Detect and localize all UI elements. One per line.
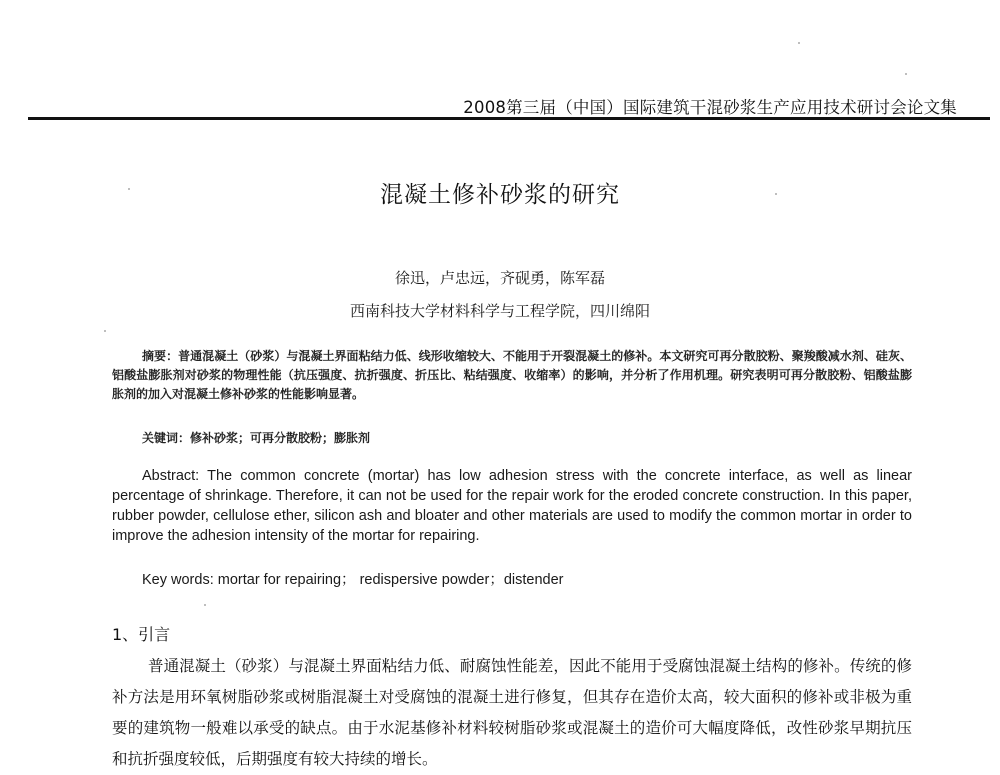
abstract-english: Abstract: The common concrete (mortar) has low adhesion stress with the concrete interface, as well as linear percentage of shrinkage. Therefore, it can not be used for the repair work for the eroded concrete construction. In this paper, rubber powder, cellulose ether, silicon ash and bloater and other materials are used to modify the common mortar in order to improve the adhesion intensity of the mortar for repairing. <box>112 468 912 544</box>
proceedings-header: 2008第三届（中国）国际建筑干混砂浆生产应用技术研讨会论文集 <box>463 98 957 117</box>
keywords-chinese: 关键词：修补砂浆；可再分散胶粉；膨胀剂 <box>142 431 371 445</box>
section-heading-introduction: 1、引言 <box>112 625 171 644</box>
scan-speck <box>775 193 777 195</box>
scan-speck <box>128 188 130 190</box>
paper-authors: 徐迅，卢忠远，齐砚勇，陈军磊 <box>394 269 605 287</box>
introduction-paragraph: 普通混凝土（砂浆）与混凝土界面粘结力低、耐腐蚀性能差，因此不能用于受腐蚀混凝土结构的修补。传统的修补方法是用环氧树脂砂浆或树脂混凝土对受腐蚀的混凝土进行修复，但其存在造价太高，较大面积的修补或非极为重要的建筑物一般难以承受的缺点。由于水泥基修补材料较树脂砂浆或混凝土的造价可大幅度降低，改性砂浆早期抗压和抗折强度较低，后期强度有较大持续的增长。 <box>112 657 912 768</box>
scan-speck <box>204 604 206 606</box>
abstract-chinese: 摘要：普通混凝土（砂浆）与混凝土界面粘结力低、线形收缩较大、不能用于开裂混凝土的修补。本文研究可再分散胶粉、聚羧酸减水剂、硅灰、铝酸盐膨胀剂对砂浆的物理性能（抗压强度、抗折强度、折压比、粘结强度、收缩率）的影响，并分析了作用机理。研究表明可再分散胶粉、铝酸盐膨胀剂的加入对混凝土修补砂浆的性能影响显著。 <box>112 349 912 401</box>
scan-speck <box>798 42 800 44</box>
keywords-english: Key words: mortar for repairing； redispersive powder；distender <box>142 572 564 588</box>
paper-title: 混凝土修补砂浆的研究 <box>380 182 620 208</box>
paper-affiliation: 西南科技大学材料科学与工程学院，四川绵阳 <box>349 302 650 320</box>
header-rule <box>28 117 990 120</box>
scan-speck <box>104 330 106 332</box>
scan-speck <box>905 73 907 75</box>
